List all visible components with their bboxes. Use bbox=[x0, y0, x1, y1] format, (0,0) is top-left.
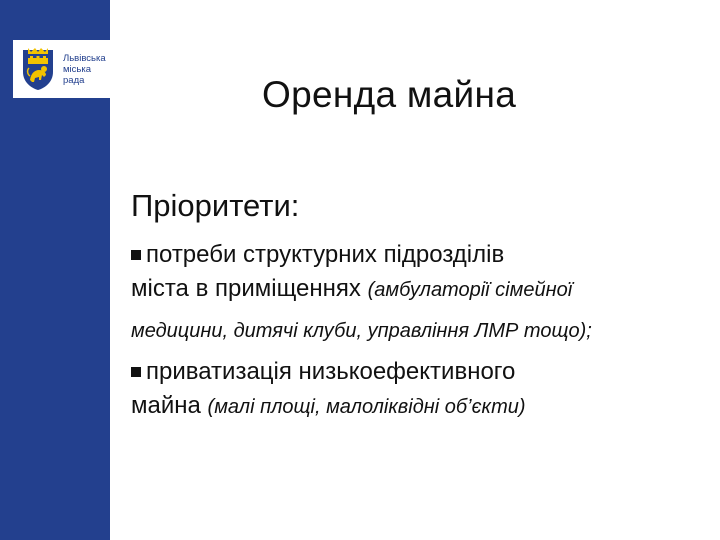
org-name-line: рада bbox=[63, 74, 85, 86]
slide-title: Оренда майна bbox=[262, 74, 517, 115]
org-name-line: Львівська bbox=[63, 52, 106, 64]
bullet-text-bold: міста в приміщеннях bbox=[131, 275, 361, 302]
bullet-square-icon bbox=[131, 367, 141, 377]
bullet-text-bold: майна bbox=[131, 392, 201, 419]
bullet-item bbox=[131, 355, 526, 424]
bullet-text: приватизація низькоефективного bbox=[146, 358, 516, 385]
bullet-text: потреби структурних підрозділів bbox=[146, 241, 505, 268]
org-name bbox=[63, 53, 106, 86]
bullet-square-icon bbox=[131, 250, 141, 260]
city-council-logo bbox=[13, 40, 111, 98]
bullet-item bbox=[131, 238, 592, 343]
bullet-note: (малі площі, малоліквідні об’єкти) bbox=[207, 396, 526, 418]
slide-subtitle: Пріоритети: bbox=[131, 188, 300, 223]
org-name-line: міська bbox=[63, 63, 91, 75]
lviv-crest-icon bbox=[19, 46, 57, 92]
bullet-note: (амбулаторії сімейної bbox=[367, 279, 573, 301]
bullet-note: медицини, дитячі клуби, управління ЛМР тощо); bbox=[131, 320, 592, 342]
